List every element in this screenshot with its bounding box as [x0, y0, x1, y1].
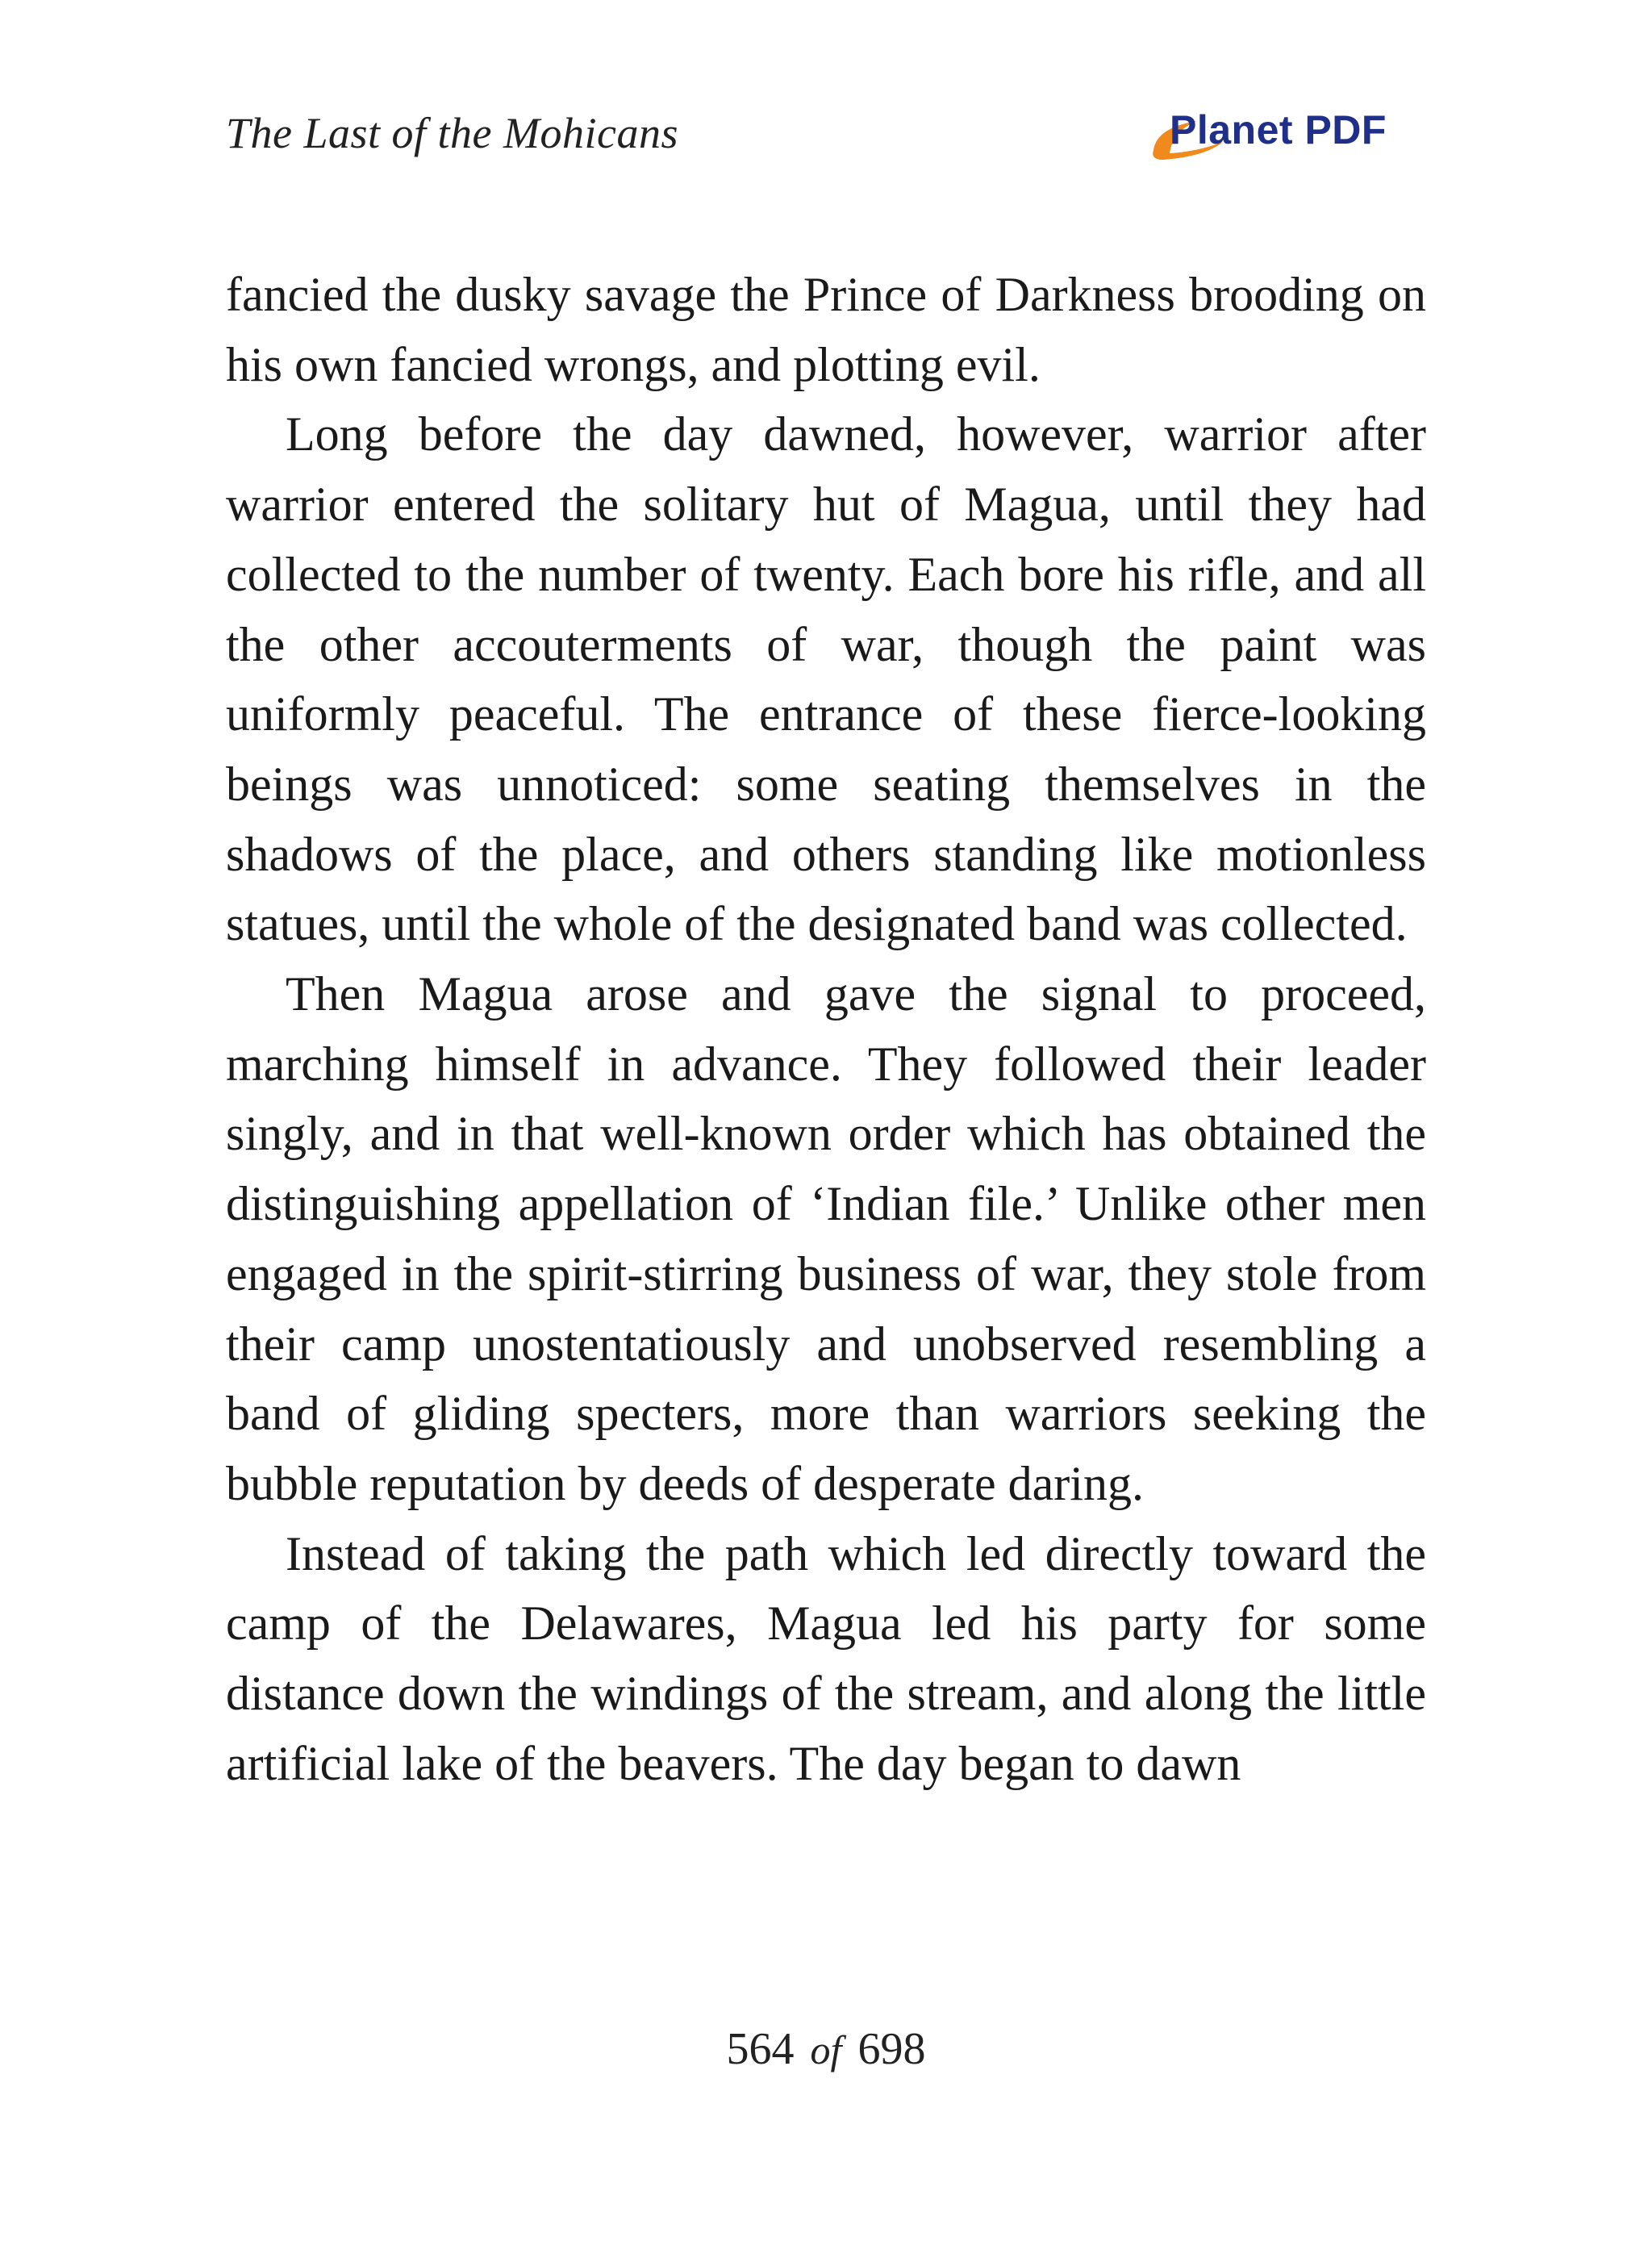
page-header — [226, 103, 1426, 184]
current-page: 564 — [726, 2024, 795, 2074]
logo-text: Planet PDF — [1170, 107, 1387, 152]
page-number — [0, 2023, 1652, 2075]
page-body — [226, 260, 1426, 1798]
planet-pdf-logo — [1149, 103, 1415, 168]
book-title: The Last of the Mohicans — [226, 109, 678, 157]
paragraph-4: Instead of taking the path which led directly toward the camp of the Delawares, Magua led his party for some distance down the windings of the stream, and along the little artificial lake of the beavers. The day began to dawn — [226, 1526, 1426, 1790]
total-pages: 698 — [857, 2024, 926, 2074]
paragraph-2: Long before the day dawned, however, warrior after warrior entered the solitary hut of Magua, until they had collected to the number of twenty. Each bore his rifle, and all the other accouterments of war, though the paint was uniformly peaceful. The entrance of these fierce-looking beings was unnoticed: some seating themselves in the shadows of the place, and others standing like motionless statues, until the whole of the designated band was collected. — [226, 407, 1426, 951]
of-label: of — [810, 2027, 842, 2072]
paragraph-3: Then Magua arose and gave the signal to proceed, marching himself in advance. They followed their leader singly, and in that well-known order which has obtained the distinguishing appellation of ‘Indian file.’ Unlike other men engaged in the spirit-stirring business of war, they stole from their camp unostentatiously and unobserved resembling a band of gliding specters, more than warriors seeking the bubble reputation by deeds of desperate daring. — [226, 967, 1426, 1510]
paragraph-1: fancied the dusky savage the Prince of Darkness brooding on his own fancied wrongs, and plotting evil. — [226, 268, 1426, 391]
